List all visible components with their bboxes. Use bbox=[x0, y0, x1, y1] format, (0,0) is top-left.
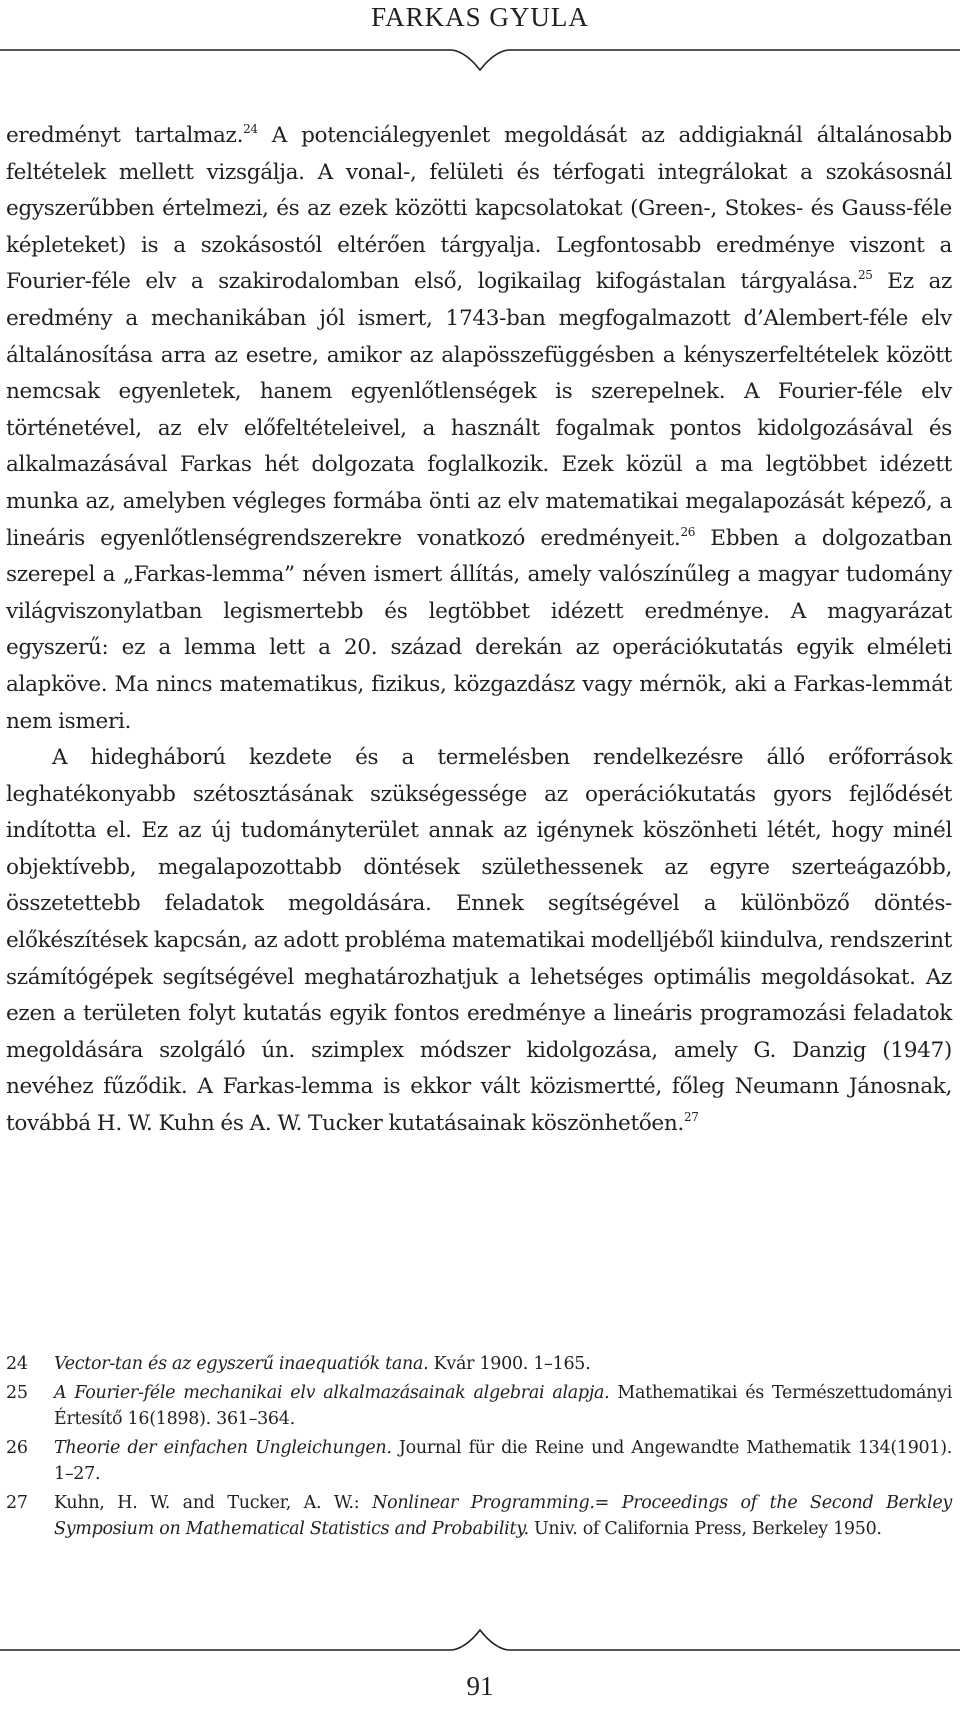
footnote-ref-26[interactable]: 26 bbox=[680, 524, 696, 539]
footnote-authors: Kuhn, H. W. and Tucker, A. W.: bbox=[54, 1493, 373, 1513]
footnote-details: Mathematikai és Természettudományi Értesítő 16(1898). 361–364. bbox=[54, 1383, 952, 1429]
footer-ornament-rule bbox=[0, 1626, 960, 1656]
text-run: Ez az eredmény a mechanikában jól ismert, 1743-ban megfogalmazott d’Alembert-féle elv általánosítása arra az esetre, amikor az alapösszefüggésben a kényszerfeltételek között nemcsak egyenletek, hanem egyenlőtlenségek is szerepelnek. A Fourier-féle elv történetével, az elv előfeltételeivel, a használt fogalmak pontos kidolgozásával és alkalmazásával Farkas hét dolgozata foglalkozik. Ezek közül a ma legtöbbet idézett munka az, amelyben végleges formába önti az elv matematikai megalapozását képező, a lineáris egyenlőtlenségrendszerekre vonatkozó eredményeit. bbox=[6, 269, 952, 551]
footnote-ref-24[interactable]: 24 bbox=[243, 122, 258, 136]
paragraph-1 bbox=[6, 118, 952, 740]
header-ornament-rule bbox=[0, 44, 960, 74]
footnote-number: 26 bbox=[6, 1438, 28, 1458]
footnote-details: Journal für die Reine und Angewandte Mathematik 134(1901). 1–27. bbox=[54, 1438, 952, 1484]
footnote-details: Univ. of California Press, Berkeley 1950. bbox=[528, 1519, 882, 1539]
footnotes bbox=[6, 1351, 952, 1545]
footnote-number: 25 bbox=[6, 1383, 28, 1403]
text-run: eredményt tartalmaz. bbox=[6, 123, 244, 148]
footnote-25 bbox=[6, 1380, 952, 1432]
footnote-title: Nonlinear Programming.= Proceedings of the Second Berkley Symposium on Mathematical Statistics and Probability. bbox=[54, 1493, 952, 1539]
text-run: A hidegháború kezdete és a termelésben rendelkezésre álló erőforrások leghatékonyabb szétosztásának szükségessége az operációkutatás gyors fejlődését indította el. Ez az új tudományterület annak az igénynek köszönheti létét, hogy minél objektívebb, megalapozottabb döntések születhessenek az egyre szerteágazóbb, összetettebb feladatok megoldására. Ennek segítségével a különböző döntés-előkészítések kapcsán, az adott probléma matematikai modelljéből kiindulva, rendszerint számítógépek segítségével meghatározhatjuk a lehetséges optimális megoldásokat. Az ezen a területen folyt kutatás egyik fontos eredménye a lineáris programozási feladatok megoldására szolgáló ún. szimplex módszer kidolgozása, amely G. Danzig (1947) nevéhez fűződik. A Farkas-lemma is ekkor vált közismertté, főleg Neumann Jánosnak, továbbá H. W. Kuhn és A. W. Tucker kutatásainak köszönhetően. bbox=[6, 745, 952, 1137]
footnote-number: 24 bbox=[6, 1354, 28, 1374]
footnote-number: 27 bbox=[6, 1493, 28, 1513]
footnote-title: Theorie der einfachen Ungleichungen. bbox=[54, 1438, 392, 1458]
body-text bbox=[6, 118, 952, 1143]
footnote-ref-27[interactable]: 27 bbox=[683, 1110, 699, 1125]
text-run: A potenciálegyenlet megoldását az addigiaknál általánosabb feltételek mellett vizsgálja. A vonal-, felületi és térfogati integrálokat a szokásosnál egyszerűbben értelmezi, és az ezek közötti kapcsolatokat (Green-, Stokes- és Gauss-féle képleteket) is a szokásostól eltérően tárgyalja. Legfontosabb eredménye viszont a Fourier-féle elv a szakirodalomban első, logikailag kifogástalan tárgyalása. bbox=[6, 123, 953, 295]
running-head: FARKAS GYULA bbox=[371, 2, 589, 32]
page-number: 91 bbox=[466, 1671, 494, 1701]
text-run: Ebben a dolgozatban szerepel a „Farkas-lemma” néven ismert állítás, amely valószínűleg a magyar tudomány világviszonylatban legismertebb és legtöbbet idézett eredménye. A magyarázat egyszerű: ez a lemma lett a 20. század derekán az operációkutatás egyik elméleti alapköve. Ma nincs matematikus, fizikus, közgazdász vagy mérnök, aki a Farkas-lemmát nem ismeri. bbox=[6, 525, 952, 734]
paragraph-2 bbox=[6, 740, 952, 1143]
footnote-24 bbox=[6, 1351, 952, 1377]
footnote-ref-25[interactable]: 25 bbox=[857, 268, 873, 283]
footnote-title: Vector-tan és az egyszerű inaequatiók tana. bbox=[54, 1354, 429, 1374]
footnote-27 bbox=[6, 1490, 952, 1542]
footnote-details: Kvár 1900. 1–165. bbox=[428, 1354, 591, 1374]
footnote-title: A Fourier-féle mechanikai elv alkalmazásainak algebrai alapja. bbox=[54, 1383, 610, 1403]
footnote-26 bbox=[6, 1435, 952, 1487]
